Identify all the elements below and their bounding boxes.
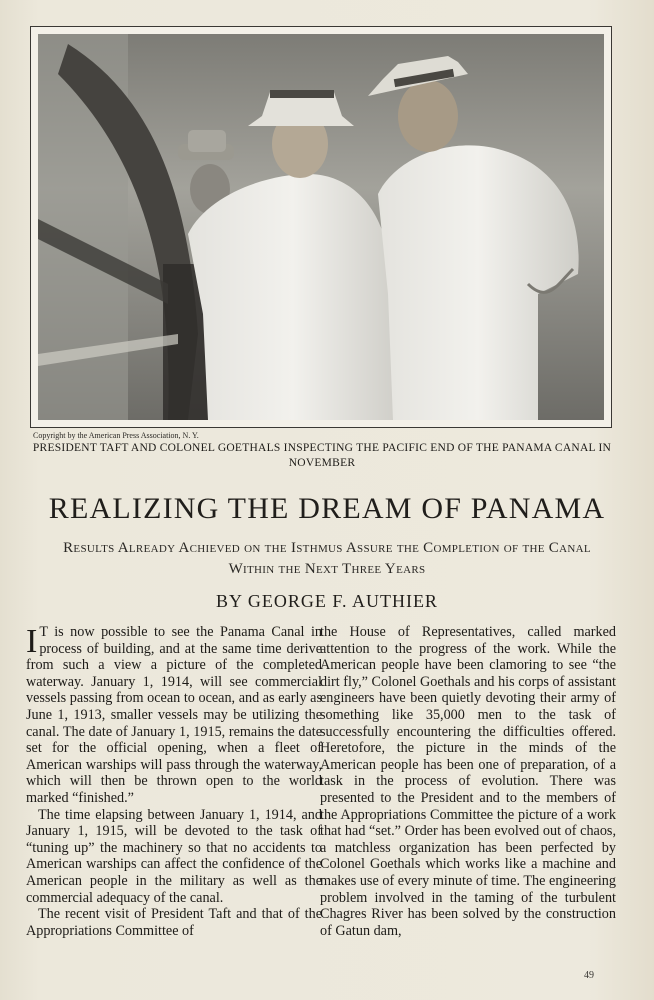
article-headline: REALIZING THE DREAM OF PANAMA	[48, 492, 606, 525]
article-column-left	[26, 624, 322, 939]
paragraph-1-text: T is now possible to see the Panama Canal in process of building, and at the same time derive from such a view a picture of the completed waterway. January 1, 1914, will see commercial vessels passing from ocean to ocean, and as early as June 1, 1913, smaller vessels may be utilizing the canal. The date of January 1, 1915, remains the date set for the official opening, when a fleet of American warships will pass through the waterway, which will then be thrown open to the world marked “finished.”	[26, 624, 322, 806]
paragraph-2: The time elapsing between January 1, 1914, and January 1, 1915, will be devoted to the task of “tuning up” the machinery so that no accidents to American warships can affect the confidence of the American people in the military as well as the commercial adequacy of the canal.	[26, 806, 322, 906]
article-byline: BY GEORGE F. AUTHIER	[216, 591, 438, 611]
photo-frame	[30, 26, 612, 428]
photograph-illustration	[38, 34, 604, 420]
paragraph-1	[26, 624, 322, 807]
article-column-right	[320, 624, 616, 939]
paragraph-3: The recent visit of President Taft and that of the Appropriations Committee of	[26, 906, 322, 939]
article-subhead: Results Already Achieved on the Isthmus Assure the Completion of the Canal Within the Next Three Years	[63, 540, 591, 577]
photograph-taft-goethals	[38, 34, 604, 420]
page-number: 49	[584, 970, 594, 981]
drop-cap: I	[26, 623, 38, 660]
paragraph-3-continued: the House of Representatives, called marked attention to the progress of the work. While the American people have been clamoring to see “the dirt fly,” Colonel Goethals and his corps of assistant engineers have been quietly devoting their army of something like 35,000 men to the task of successfully encountering the difficulties offered. Heretofore, the picture in the minds of the American people has been one of preparation, of a task in the process of evolution. There was presented to the President and to the members of the Appropriations Committee the picture of a work that had “set.” Order has been evolved out of chaos, a matchless organization has been perfected by Colonel Goethals which works like a machine and makes use of every minute of time. The engineering problem involved in the taming of the turbulent Chagres River has been solved by the construction of Gatun dam,	[320, 624, 616, 939]
photo-caption: PRESIDENT TAFT AND COLONEL GOETHALS INSPECTING THE PACIFIC END OF THE PANAMA CANAL IN NOVEMBER	[32, 442, 612, 469]
photo-credit: Copyright by the American Press Association, N. Y.	[33, 431, 199, 440]
